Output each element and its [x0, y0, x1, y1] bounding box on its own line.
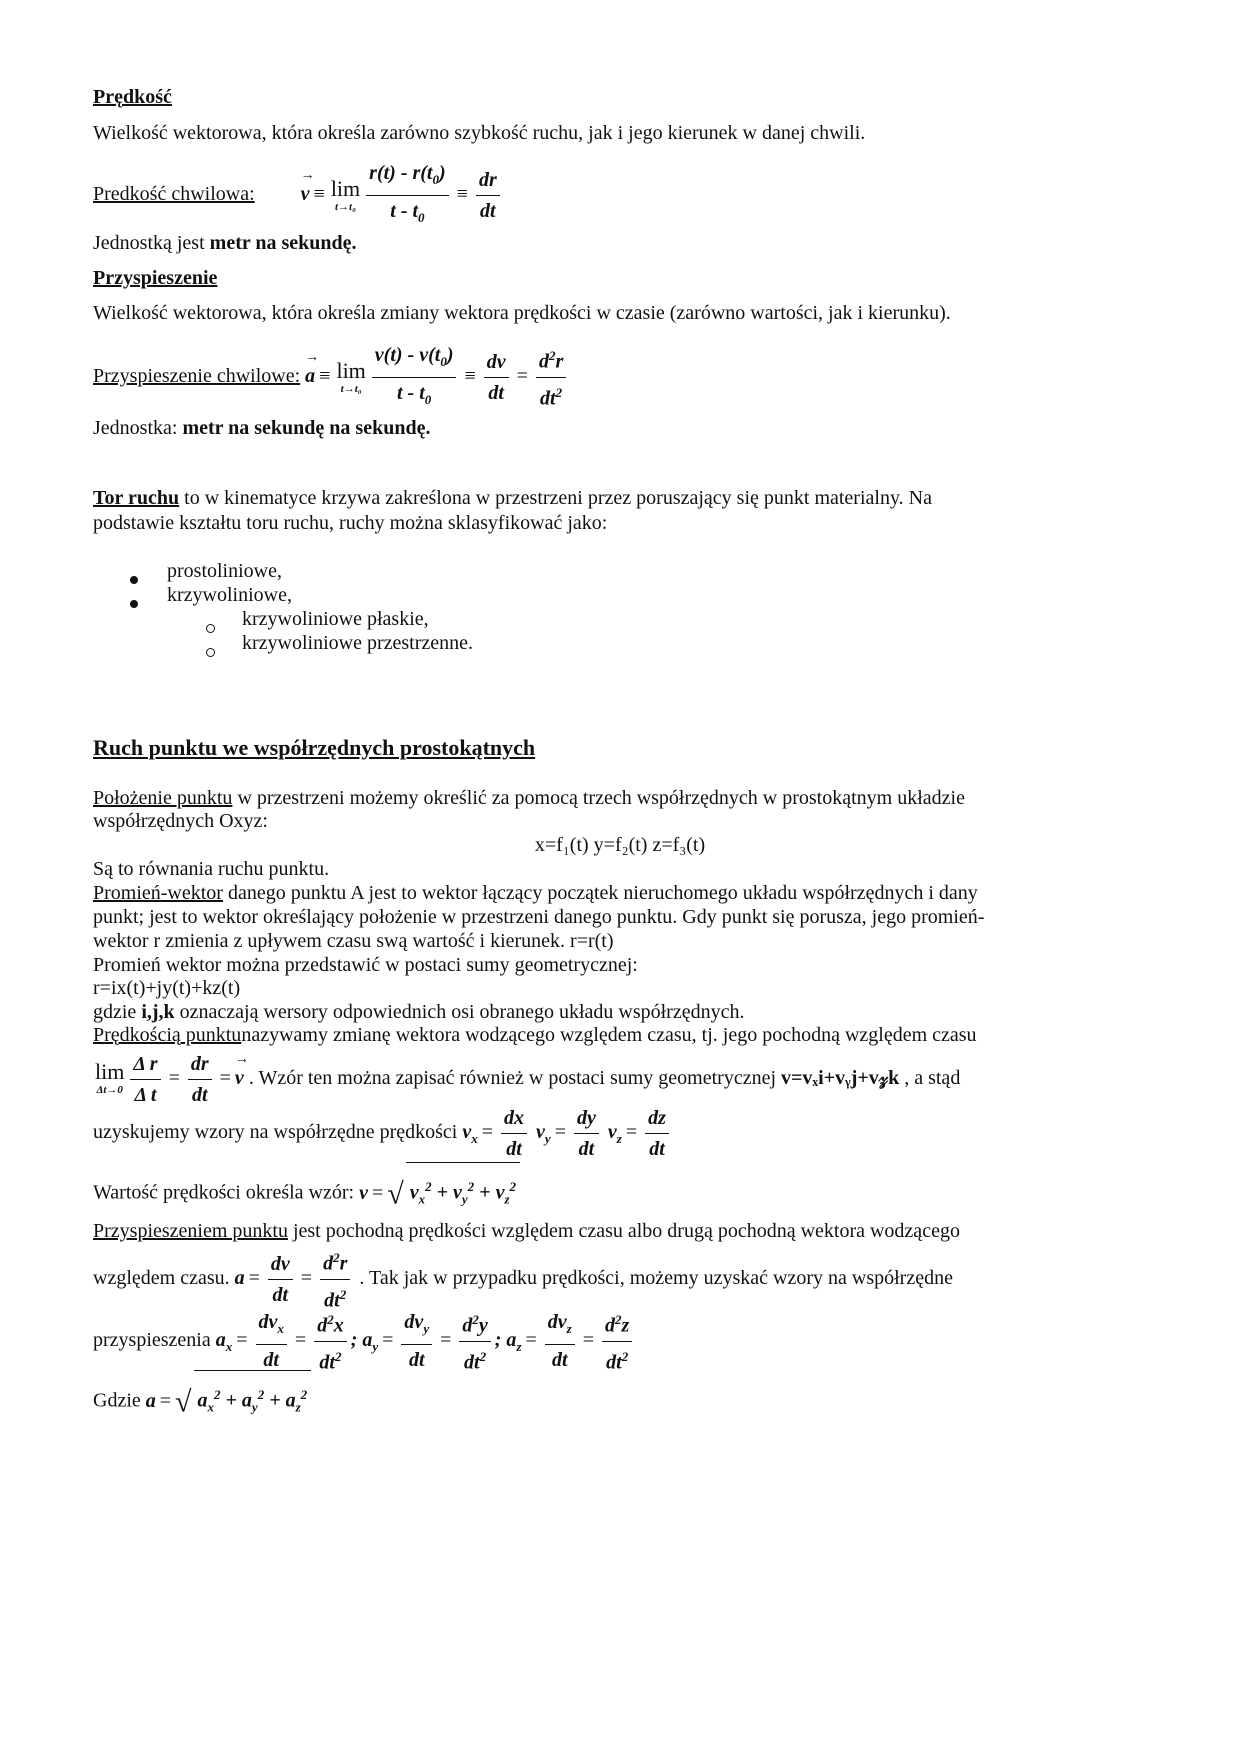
heading-przyspieszenie: Przyspieszenie: [93, 267, 218, 289]
promien-line3: wektor r zmienia z upływem czasu swą wartość i kierunek. r=r(t): [93, 930, 614, 952]
velocity-magnitude-row: Wartość prędkości określa wzór: v = √ $v_x^2 + v_y^2 + v_z^2$: [93, 1162, 520, 1206]
promien-term: Promień-wektor: [93, 882, 223, 904]
list-item: krzywoliniowe,: [167, 584, 292, 606]
promien-line2: punkt; jest to wektor określający położenie w przestrzeni danego punktu. Gdy punkt się porusza, jego promień-: [93, 906, 985, 928]
acceleration-components-formula: $a_x$ = $\frac{dv_x}{dt}$ = $\frac{d^2x}{dt^2}$ ; $a_y$ = $\frac{dv_y}{dt}$ = $\frac{d^2y}{dt^2}$ ; $a_z$ = $\frac{dv_z}{dt}$ = $\frac{d^2z}{dt^2}$: [216, 1329, 637, 1351]
velocity-limit-formula: → v ≡ lim t→t₀ $\frac{r(t) - r(t_0)}{t - t_0}$ ≡ $\frac{dr}{dt}$: [301, 183, 504, 205]
bullet-icon: [130, 567, 138, 590]
przyspieszenie-chwilowe-label: Przyspieszenie chwilowe:: [93, 365, 301, 388]
promien-line1: Promień-wektor danego punktu A jest to wektor łączący początek nieruchomego układu współrzędnych i dany: [93, 882, 978, 904]
list-item: prostoliniowe,: [167, 560, 282, 582]
circle-bullet-icon: [206, 640, 215, 663]
sublist-item: krzywoliniowe przestrzenne.: [242, 632, 474, 654]
tor-line2: podstawie kształtu toru ruchu, ruchy można sklasyfikować jako:: [93, 512, 608, 534]
acceleration-limit-formula: → a ≡ lim t→t₀ $\frac{v(t) - v(t_0)}{t - t_0}$ ≡ $\frac{dv}{dt}$ = $\frac{d^2r}{dt^2}$: [305, 365, 570, 387]
predkoscia-line: Prędkością punktunazywamy zmianę wektora wodzącego względem czasu, tj. jego pochodną względem czasu: [93, 1024, 977, 1046]
przysp-line1: Przyspieszeniem punktu jest pochodną prędkości względem czasu albo drugą pochodną wektora wodzącego: [93, 1220, 960, 1242]
predkosc-definition: Wielkość wektorowa, która określa zarówno szybkość ruchu, jak i jego kierunek w danej chwili.: [93, 122, 866, 144]
equations-of-motion: x=f₁(t) y=f₂(t) z=f₃(t): [534, 834, 706, 856]
bullet-icon: [130, 591, 138, 614]
acceleration-row: względem czasu. a = $\frac{dv}{dt}$ = $\frac{d^2r}{dt^2}$ . Tak jak w przypadku prędkości, możemy uzyskać wzory na współrzędne: [93, 1243, 953, 1307]
predkoscia-term: Prędkością punktu: [93, 1024, 242, 1046]
suma-formula: r=ix(t)+jy(t)+kz(t): [93, 977, 241, 999]
rownania-line: Są to równania ruchu punktu.: [93, 858, 330, 880]
predkosc-unit: Jednostką jest metr na sekundę.: [93, 232, 357, 254]
velocity-components-formula: $v_x$ = $\frac{dx}{dt}$ $v_y$ = $\frac{dy}{dt}$ $v_z$ = $\frac{dz}{dt}$: [462, 1121, 673, 1143]
acceleration-formula: a = $\frac{dv}{dt}$ = $\frac{d^2r}{dt^2}$: [235, 1267, 355, 1289]
przyspieszenie-chwilowe-row: [93, 340, 570, 410]
przysp-term: Przyspieszeniem punktu: [93, 1220, 288, 1242]
gdzie-line: gdzie i,j,k oznaczają wersory odpowiednich osi obranego układu współrzędnych.: [93, 1001, 745, 1023]
velocity-derivative-formula: lim Δt→0 $\frac{\text{Δ r}}{\text{Δ t}}$ = $\frac{dr}{dt}$ =→ v: [93, 1067, 244, 1089]
velocity-components-row: uzyskujemy wzory na współrzędne prędkości $v_x$ = $\frac{dx}{dt}$ $v_y$ = $\frac{dy}{dt}$ $v_z$ = $\frac{dz}{dt}$: [93, 1100, 673, 1164]
predkosc-chwilowa-label: Predkość chwilowa:: [93, 183, 255, 206]
sublist-item: krzywoliniowe płaskie,: [242, 608, 429, 630]
polozenie-term: Położenie punktu: [93, 787, 233, 809]
velocity-derivative-row: lim Δt→0 $\frac{\text{Δ r}}{\text{Δ t}}$ = $\frac{dr}{dt}$ =→ v . Wzór ten można zapisać również w postaci sumy geometrycznej v=vₓi+vᵧj+v𝓏k , a stąd: [93, 1048, 960, 1108]
heading-ruch-punktu: Ruch punktu we współrzędnych prostokątnych: [93, 735, 536, 760]
polozenie-line1: Położenie punktu w przestrzeni możemy określić za pomocą trzech współrzędnych w prostokątnym układzie: [93, 787, 965, 809]
przyspieszenie-definition: Wielkość wektorowa, która określa zmiany wektora prędkości w czasie (zarówno wartości, jak i kierunku).: [93, 302, 951, 324]
acceleration-components-row: przyspieszenia $a_x$ = $\frac{dv_x}{dt}$ = $\frac{d^2x}{dt^2}$ ; $a_y$ = $\frac{dv_y}{dt}$ = $\frac{d^2y}{dt^2}$ ; $a_z$ = $\frac{dv_z}{dt}$ = $\frac{d^2z}{dt^2}$: [93, 1305, 636, 1369]
tor-term: Tor ruchu: [93, 487, 180, 509]
przyspieszenie-unit: Jednostka: metr na sekundę na sekundę.: [93, 417, 431, 439]
acceleration-magnitude-row: Gdzie a = √ $a_x^2 + a_y^2 + a_z^2$: [93, 1370, 311, 1414]
circle-bullet-icon: [206, 616, 215, 639]
heading-predkosc: Prędkość: [93, 86, 172, 108]
velocity-magnitude-formula: v = √ $v_x^2 + v_y^2 + v_z^2$: [359, 1182, 520, 1204]
acceleration-magnitude-formula: a = √ $a_x^2 + a_y^2 + a_z^2$: [146, 1390, 311, 1412]
suma-line: Promień wektor można przedstawić w postaci sumy geometrycznej:: [93, 954, 638, 976]
predkosc-chwilowa-row: [93, 158, 504, 225]
polozenie-line2: współrzędnych Oxyz:: [93, 810, 268, 832]
tor-line1: Tor ruchu to w kinematyce krzywa zakreślona w przestrzeni przez poruszający się punkt materialny. Na: [93, 487, 932, 509]
